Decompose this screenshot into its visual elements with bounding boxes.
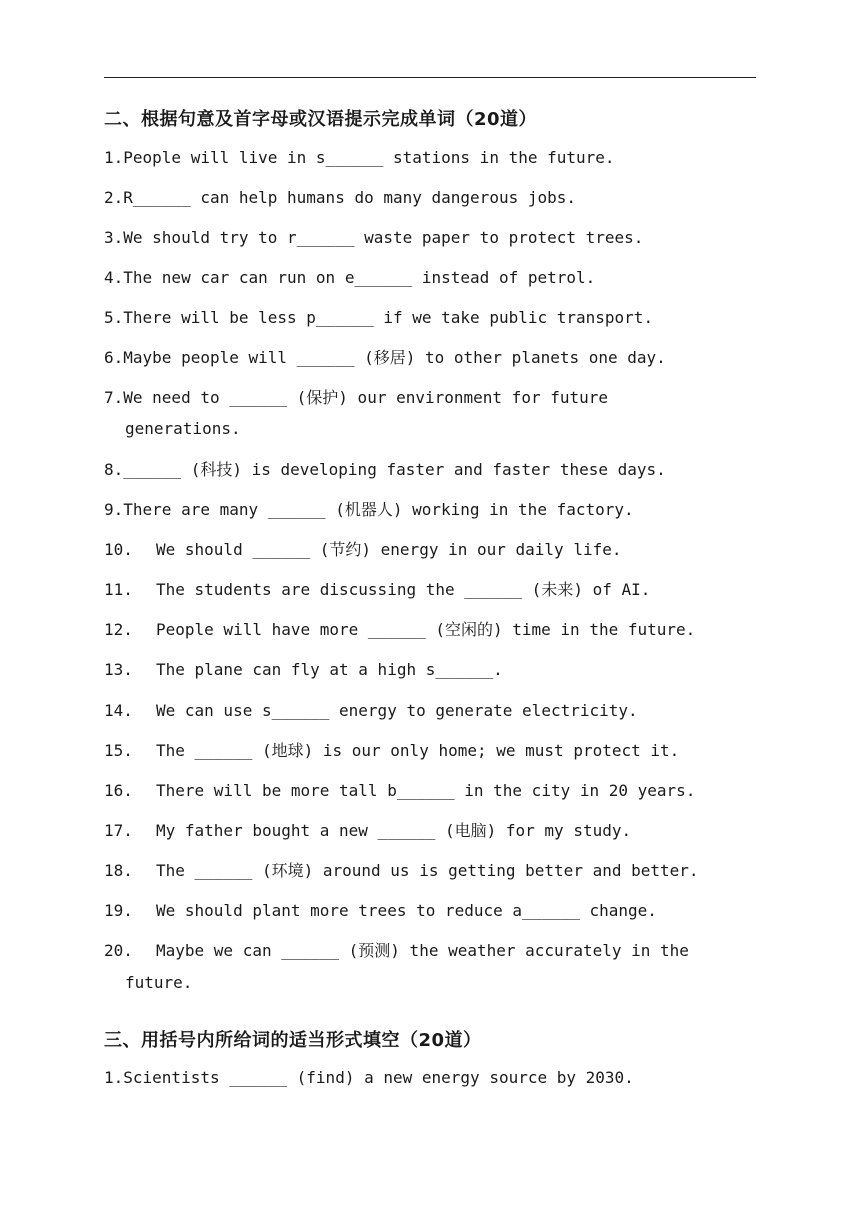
question-number: 7. <box>104 388 124 407</box>
question-text: The ______ (地球) is our only home; we must protect it. <box>156 741 680 760</box>
question-2-7 <box>104 382 608 413</box>
question-2-5 <box>104 302 653 333</box>
question-2-20 <box>104 935 689 966</box>
question-text: People will live in s______ stations in the future. <box>123 148 615 167</box>
question-number: 13. <box>104 660 133 679</box>
question-number: 19. <box>104 901 133 920</box>
question-number: 9. <box>104 500 124 519</box>
question-number: 1. <box>104 148 124 167</box>
question-2-11 <box>104 574 650 605</box>
question-2-20-continuation: future. <box>125 973 193 992</box>
question-2-17 <box>104 815 631 846</box>
question-text: We can use s______ energy to generate electricity. <box>156 701 638 720</box>
question-2-15 <box>104 735 679 766</box>
question-number: 10. <box>104 540 133 559</box>
question-text: We need to ______ (保护) our environment for future <box>123 388 609 407</box>
question-number: 6. <box>104 348 124 367</box>
question-number: 14. <box>104 701 133 720</box>
question-2-10 <box>104 534 621 565</box>
question-number: 18. <box>104 861 133 880</box>
question-text: There are many ______ (机器人) working in the factory. <box>123 500 634 519</box>
question-2-13 <box>104 654 503 685</box>
question-text: We should ______ (节约) energy in our daily life. <box>156 540 622 559</box>
question-number: 1. <box>104 1068 124 1087</box>
section-2-heading: 二、根据句意及首字母或汉语提示完成单词（20道） <box>104 109 538 130</box>
question-number: 15. <box>104 741 133 760</box>
question-2-9 <box>104 494 634 525</box>
question-number: 8. <box>104 460 124 479</box>
question-number: 2. <box>104 188 124 207</box>
question-2-14 <box>104 695 638 726</box>
question-number: 17. <box>104 821 133 840</box>
question-number: 5. <box>104 308 124 327</box>
question-text: We should plant more trees to reduce a______ change. <box>156 901 657 920</box>
question-2-16 <box>104 775 695 806</box>
question-text: The new car can run on e______ instead of petrol. <box>123 268 596 287</box>
question-text: The ______ (环境) around us is getting better and better. <box>156 861 699 880</box>
question-number: 12. <box>104 620 133 639</box>
question-number: 4. <box>104 268 124 287</box>
question-2-2 <box>104 182 576 213</box>
question-2-18 <box>104 855 699 886</box>
question-text: There will be more tall b______ in the city in 20 years. <box>156 781 696 800</box>
question-number: 3. <box>104 228 124 247</box>
question-2-1 <box>104 142 615 173</box>
header-divider <box>104 77 756 78</box>
question-2-7-continuation: generations. <box>125 419 241 438</box>
question-text: There will be less p______ if we take public transport. <box>123 308 654 327</box>
question-text: The plane can fly at a high s______. <box>156 660 503 679</box>
question-text: The students are discussing the ______ (未来) of AI. <box>156 580 651 599</box>
question-text: Maybe we can ______ (预测) the weather accurately in the <box>156 941 689 960</box>
question-2-12 <box>104 614 695 645</box>
section-3-heading: 三、用括号内所给词的适当形式填空（20道） <box>104 1030 482 1051</box>
question-2-6 <box>104 342 666 373</box>
question-number: 16. <box>104 781 133 800</box>
question-text: People will have more ______ (空闲的) time in the future. <box>156 620 696 639</box>
question-text: Scientists ______ (find) a new energy source by 2030. <box>123 1068 634 1087</box>
question-number: 11. <box>104 580 133 599</box>
question-3-1 <box>104 1062 634 1093</box>
question-text: We should try to r______ waste paper to protect trees. <box>123 228 644 247</box>
question-text: Maybe people will ______ (移居) to other planets one day. <box>123 348 666 367</box>
question-2-3 <box>104 222 643 253</box>
question-text: My father bought a new ______ (电脑) for my study. <box>156 821 632 840</box>
question-2-4 <box>104 262 595 293</box>
question-text: ______ (科技) is developing faster and faster these days. <box>123 460 666 479</box>
question-number: 20. <box>104 941 133 960</box>
question-text: R______ can help humans do many dangerous jobs. <box>123 188 577 207</box>
question-2-19 <box>104 895 657 926</box>
question-2-8 <box>104 454 666 485</box>
